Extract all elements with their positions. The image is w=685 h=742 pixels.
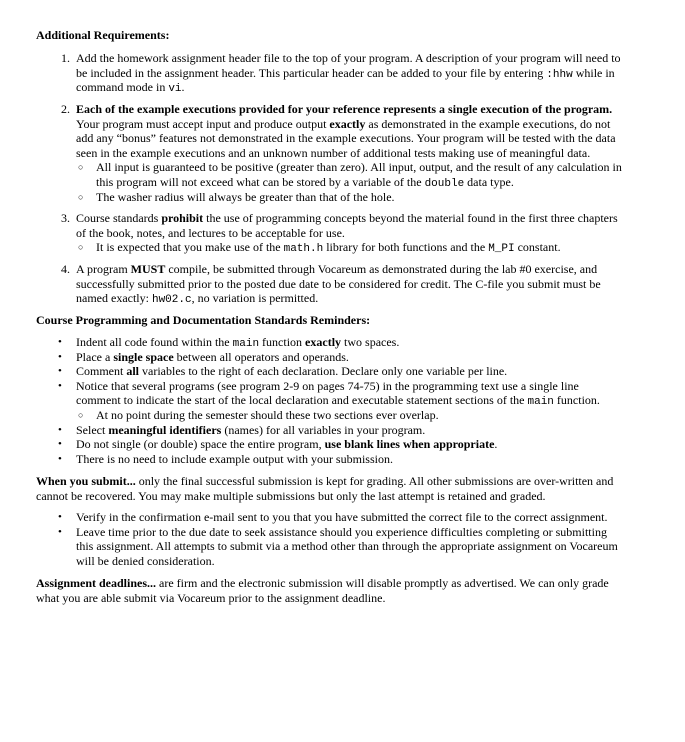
list-item: Select meaningful identifiers (names) for all variables in your program. [76, 422, 426, 437]
circle-bullet-icon: ○ [78, 191, 84, 202]
section-heading-additional-requirements: Additional Requirements: [36, 28, 170, 42]
text-line: Your program must accept input and produce output exactly as demonstrated in the example executions, do not [76, 116, 611, 131]
text-line: Course standards prohibit the use of programming concepts beyond the material found in the first three chapters [76, 211, 618, 225]
text-line: be included in the assignment header. This particular header can be added to your file by entering :hhw while in [76, 65, 615, 81]
text-line: comment to indicate the start of the local declaration and executable statement sections of the main function. [76, 393, 600, 409]
text-line: A program MUST compile, be submitted through Vocareum as demonstrated during the lab #0 exercise, and [76, 262, 598, 276]
text-line: cannot be recovered. You may make multiple submissions but only the last attempt is retained and graded. [36, 488, 546, 503]
text-line: Each of the example executions provided for your reference represents a single execution of the program. [76, 102, 613, 116]
text-line: seen in the example executions and an unknown number of additional tests making use of meaningful data. [76, 145, 591, 160]
text-line: what you are able submit via Vocareum prior to the assignment deadline. [36, 590, 386, 605]
text-line: successfully submitted prior to the posted due date to be considered for credit. The C-file you submit must be [76, 276, 601, 291]
text-line: When you submit... only the final successful submission is kept for grading. All other submissions are over-written and [36, 474, 614, 488]
list-item: Indent all code found within the main function exactly two spaces. [76, 335, 400, 350]
list-item: Verify in the confirmation e-mail sent to you that you have submitted the correct file to the correct assignment. [76, 510, 608, 524]
text-line: will be denied consideration. [76, 553, 215, 568]
list-item: Do not single (or double) space the entire program, use blank lines when appropriate. [76, 437, 498, 452]
bullet-icon: • [58, 525, 62, 538]
text-line: this program will not exceed what can be stored by a variable of the double data type. [96, 175, 514, 190]
text-line: of the book, notes, and lectures to be acceptable for use. [76, 225, 345, 240]
bullet-icon: • [58, 336, 62, 348]
list-item: Place a single space between all operators and operands. [76, 349, 349, 364]
bullet-icon: • [58, 379, 62, 392]
text-line: All input is guaranteed to be positive (greater than zero). All input, output, and the result of any calculation in [96, 160, 622, 175]
text-line: this assignment. All attempts to submit via a method other than through the appropriate assignment on Vocareum [76, 539, 618, 554]
bullet-icon: • [58, 365, 62, 378]
text-line: Assignment deadlines... are firm and the electronic submission will disable promptly as advertised. We can only grade [36, 576, 609, 590]
text-line: command mode in vi. [76, 80, 185, 96]
text-line: At no point during the semester should these two sections ever overlap. [96, 408, 439, 422]
list-item: Comment all variables to the right of each declaration. Declare only one variable per line. [76, 364, 508, 379]
item-number: 4. [61, 262, 70, 276]
bullet-icon: • [58, 423, 62, 436]
list-item: Leave time prior to the due date to seek assistance should you experience difficulties completing or submitting [76, 524, 607, 539]
text-line: add any “bonus” features not demonstrated in the example executions. Your program will be tested with the data [76, 131, 616, 146]
section-heading-standards: Course Programming and Documentation Standards Reminders: [36, 313, 371, 327]
text-line: named exactly: hw02.c, no variation is permitted. [76, 291, 319, 307]
item-number: 2. [61, 102, 70, 116]
circle-bullet-icon: ○ [78, 242, 84, 253]
item-number: 3. [61, 211, 70, 225]
item-number: 1. [61, 51, 70, 65]
circle-bullet-icon: ○ [78, 162, 84, 173]
bullet-icon: • [58, 350, 62, 363]
text-line: It is expected that you make use of the math.h library for both functions and the M_PI constant. [96, 240, 561, 256]
bullet-icon: • [58, 452, 62, 465]
list-item: Notice that several programs (see program 2-9 on pages 74-75) in the programming text use a single line [76, 378, 579, 393]
bullet-icon: • [58, 438, 62, 451]
text-line: Add the homework assignment header file to the top of your program. A description of your program will need to [76, 51, 621, 65]
circle-bullet-icon: ○ [78, 410, 84, 420]
list-item: There is no need to include example output with your submission. [76, 451, 393, 466]
text-line: The washer radius will always be greater than that of the hole. [96, 189, 395, 204]
bullet-icon: • [58, 511, 62, 523]
